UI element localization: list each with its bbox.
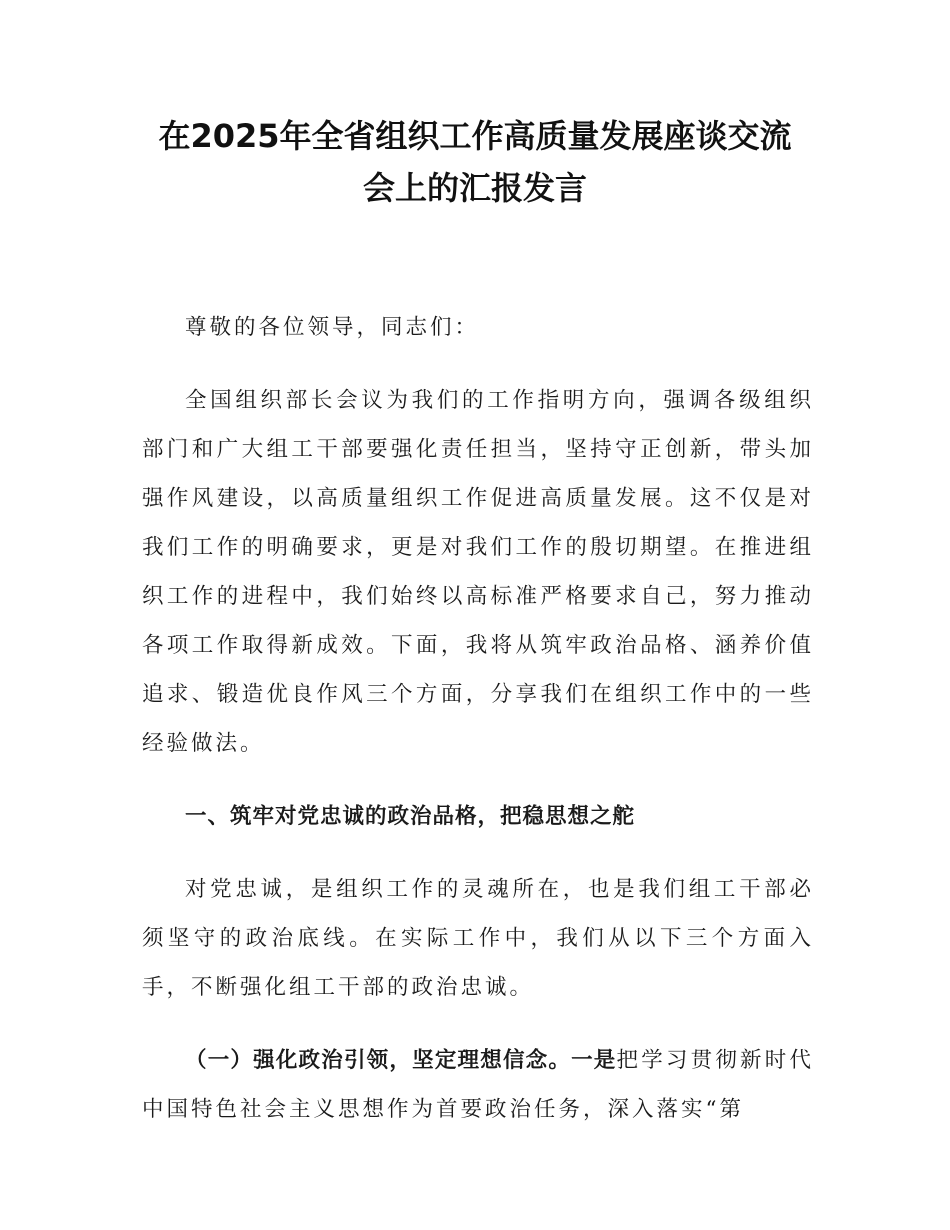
subsection-1-text: 把学习贯彻新时代中国特色社会主义思想作为首要政治任务，深入落实“第 xyxy=(142,1048,814,1122)
intro-paragraph: 全国组织部长会议为我们的工作指明方向，强调各级组织部门和广大组工干部要强化责任担当，坚持守正创新，带头加强作风建设，以高质量组织工作促进高质量发展。这不仅是对我们工作的明确要求，更是对我们工作的殷切期望。在推进组织工作的进程中，我们始终以高标准严格要求自己，努力推动各项工作取得新成效。下面，我将从筑牢政治品格、涵养价值追求、锻造优良作风三个方面，分享我们在组织工作中的一些经验做法。 xyxy=(142,388,814,756)
section-1-paragraph: 对党忠诚，是组织工作的灵魂所在，也是我们组工干部必须坚守的政治底线。在实际工作中，我们从以下三个方面入手，不断强化组工干部的政治忠诚。 xyxy=(142,877,814,1000)
salutation: 尊敬的各位领导，同志们： xyxy=(185,315,480,340)
document-title xyxy=(100,110,850,214)
subsection-1-lead: （一）强化政治引领，坚定理想信念。一是 xyxy=(185,1048,617,1073)
subsection-1-paragraph xyxy=(142,1036,814,1134)
title-line-2: 会上的汇报发言 xyxy=(362,169,587,207)
section-heading-1: 一、筑牢对党忠诚的政治品格，把稳思想之舵 xyxy=(185,804,636,829)
title-line-1: 在2025年全省组织工作高质量发展座谈交流 xyxy=(158,117,792,155)
document-body xyxy=(142,303,814,1158)
